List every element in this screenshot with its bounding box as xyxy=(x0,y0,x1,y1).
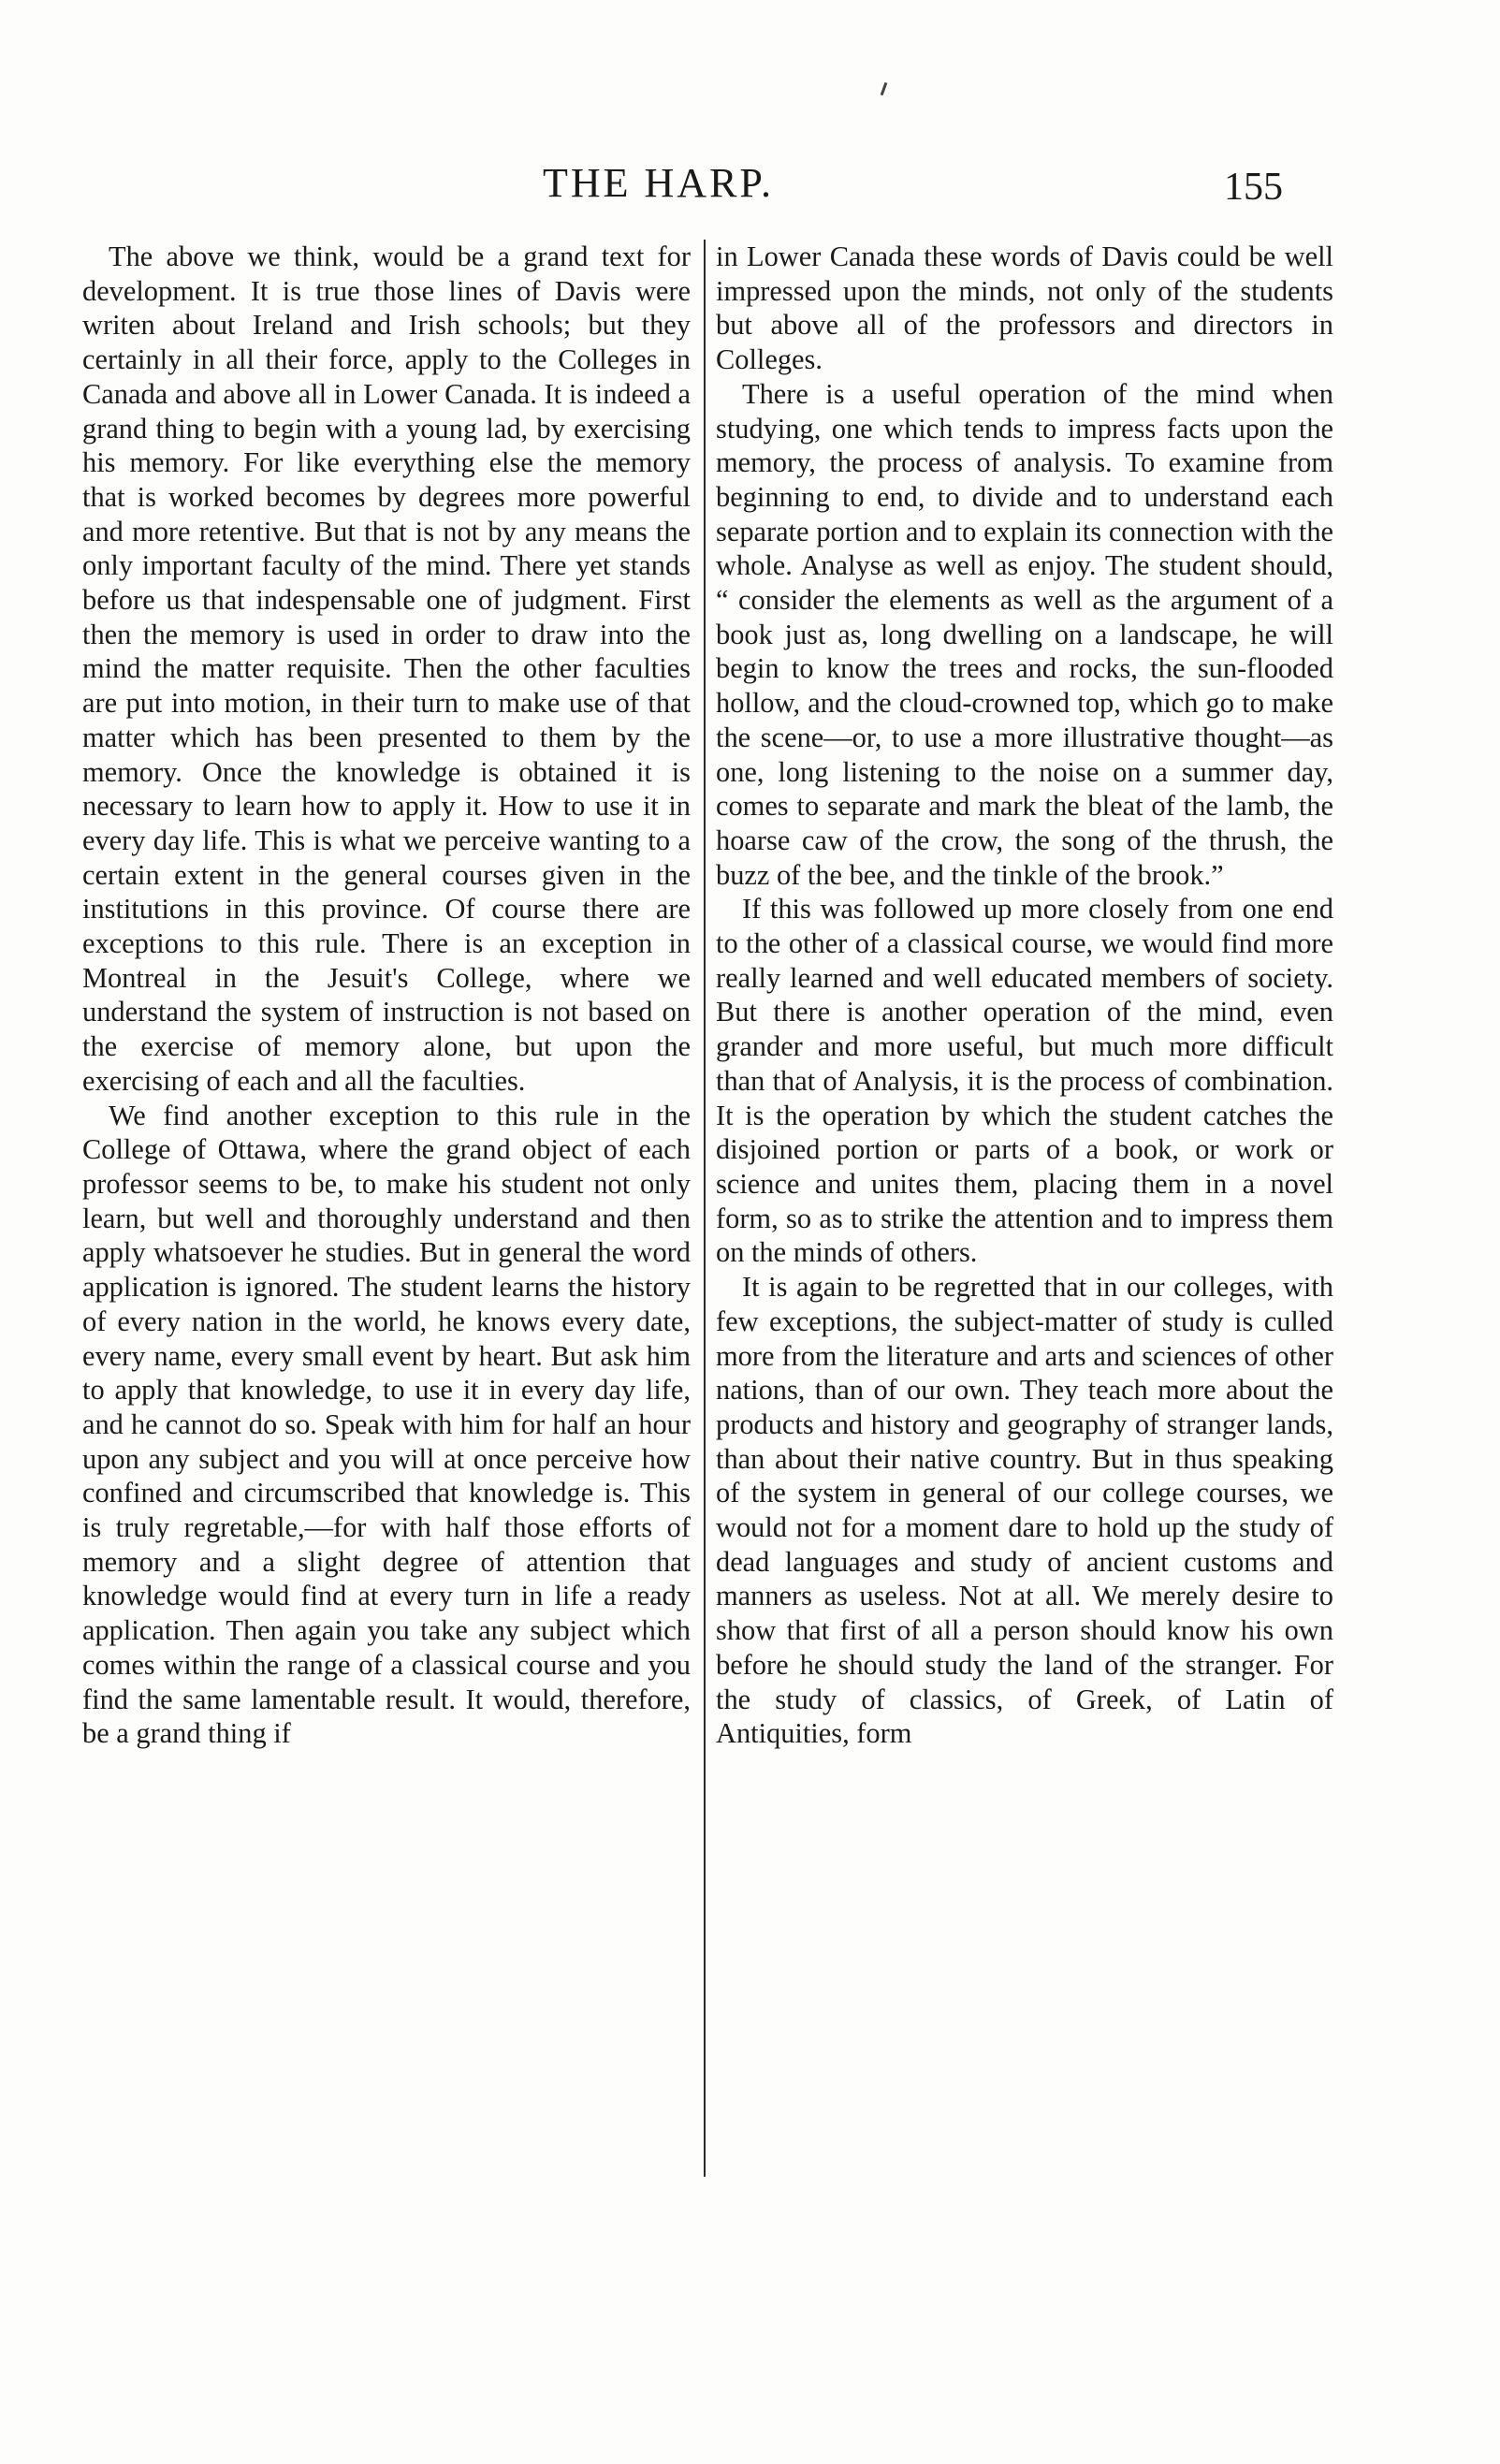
paragraph: There is a useful operation of the mind when studying, one which tends to impress facts upon the memory, the process of analysis. To examine from beginning to end, to divide and to understand each separate portion and to explain its connection with the whole. Analyse as well as enjoy. The student should, “ consider the elements as well as the argument of a book just as, long dwelling on a landscape, he will begin to know the trees and rocks, the sun-flooded hollow, and the cloud-crowned top, which go to make the scene—or, to use a more illustrative thought—as one, long listening to the noise on a summer day, comes to separate and mark the bleat of the lamb, the hoarse caw of the crow, the song of the thrush, the buzz of the bee, and the tinkle of the brook.” xyxy=(716,377,1333,891)
column-divider xyxy=(704,240,706,2177)
left-column xyxy=(82,240,691,1751)
right-column xyxy=(716,240,1333,1751)
paragraph: If this was followed up more closely from one end to the other of a classical course, we would find more really learned and well educated members of society. But there is another operation of the mind, even grander and more useful, but much more difficult than that of Analysis, it is the process of combination. It is the operation by which the student catches the disjoined portion or parts of a book, or work or science and unites them, placing them in a novel form, so as to strike the attention and to impress them on the minds of others. xyxy=(716,893,1333,1269)
page-header xyxy=(0,159,1500,215)
paragraph: in Lower Canada these words of Davis could be well impressed upon the minds, not only of the students but above all of the professors and directors in Colleges. xyxy=(716,241,1333,376)
page-number: 155 xyxy=(1224,166,1283,209)
paragraph: It is again to be regretted that in our colleges, with few exceptions, the subject-matter of study is culled more from the literature and arts and sciences of other nations, than of our own. They teach more about the products and history and geography of stranger lands, than about their native country. But in thus speaking of the system in general of our college courses, we would not for a moment dare to hold up the study of dead languages and study of ancient customs and manners as useless. Not at all. We merely desire to show that first of all a person should know his own before he should study the land of the stranger. For the study of classics, of Greek, of Latin of Antiquities, form xyxy=(716,1271,1333,1750)
stray-ink-mark xyxy=(881,82,888,95)
running-title: THE HARP. xyxy=(543,160,775,206)
paragraph: The above we think, would be a grand text for development. It is true those lines of Davis were writen about Ireland and Irish schools; but they certainly in all their force, apply to the Colleges in Canada and above all in Lower Canada. It is indeed a grand thing to begin with a young lad, by exercising his memory. For like everything else the memory that is worked becomes by degrees more powerful and more retentive. But that is not by any means the only important faculty of the mind. There yet stands before us that indespensable one of judgment. First then the memory is used in order to draw into the mind the matter requisite. Then the other faculties are put into motion, in their turn to make use of that matter which has been presented to them by the memory. Once the knowledge is obtained it is necessary to learn how to apply it. How to use it in every day life. This is what we perceive wanting to a certain extent in the general courses given in the institutions in this province. Of course there are exceptions to this rule. There is an exception in Montreal in the Jesuit's College, where we understand the system of instruction is not based on the exercise of memory alone, but upon the exercising of each and all the faculties. xyxy=(82,241,691,1097)
paragraph: We find another exception to this rule in the College of Ottawa, where the grand object of each professor seems to be, to make his student not only learn, but well and thoroughly understand and then apply whatsoever he studies. But in general the word application is ignored. The student learns the history of every nation in the world, he knows every date, every name, every small event by heart. But ask him to apply that knowledge, to use it in every day life, and he cannot do so. Speak with him for half an hour upon any subject and you will at once perceive how confined and circumscribed that knowledge is. This is truly regretable,—for with half those efforts of memory and a slight degree of attention that knowledge would find at every turn in life a ready application. Then again you take any subject which comes within the range of a classical course and you find the same lamentable result. It would, therefore, be a grand thing if xyxy=(82,1099,691,1750)
